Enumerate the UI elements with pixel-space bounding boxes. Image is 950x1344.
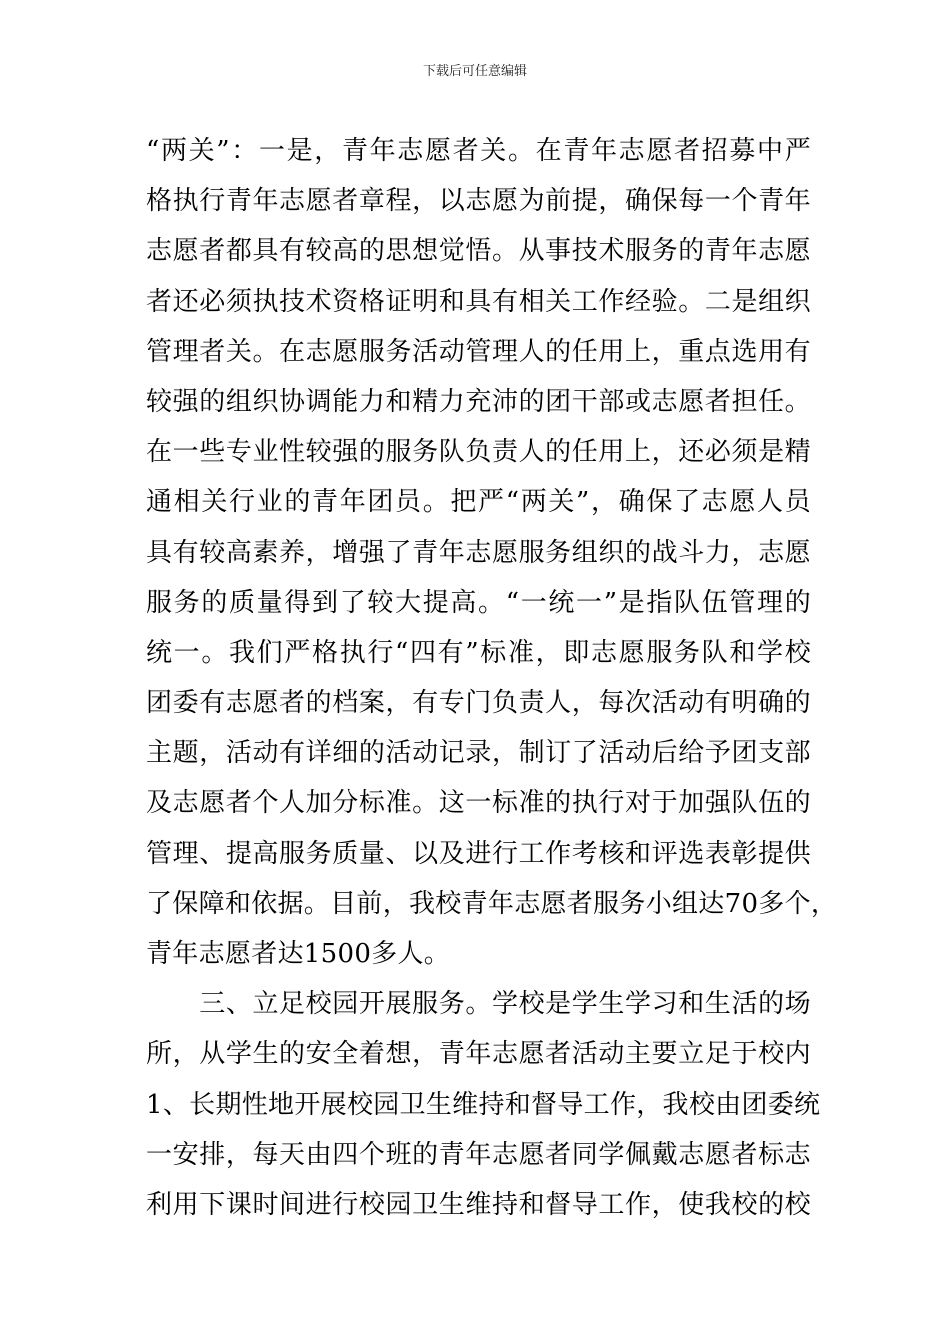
text-line: 三、立足校园开展服务。学校是学生学习和生活的场 xyxy=(146,989,811,1020)
text-line: 者还必须执技术资格证明和具有相关工作经验。二是组织 xyxy=(146,286,811,317)
text-line: 团委有志愿者的档案，有专门负责人，每次活动有明确的 xyxy=(146,688,811,719)
text-line: 志愿者都具有较高的思想觉悟。从事技术服务的青年志愿 xyxy=(146,236,811,267)
page-header: 下载后可任意编辑 xyxy=(422,64,527,79)
text-line: 在一些专业性较强的服务队负责人的任用上，还必须是精 xyxy=(146,437,811,468)
document-body xyxy=(146,126,838,1230)
text-line: 通相关行业的青年团员。把严“两关”，确保了志愿人员 xyxy=(146,487,811,518)
text-line: 较强的组织协调能力和精力充沛的团干部或志愿者担任。 xyxy=(146,386,811,417)
text-line: 一安排，每天由四个班的青年志愿者同学佩戴志愿者标志 xyxy=(146,1139,811,1170)
text-line: 了保障和依据。目前，我校青年志愿者服务小组达70多个， xyxy=(146,888,838,919)
text-line: 统一。我们严格执行“四有”标准，即志愿服务队和学校 xyxy=(146,637,811,668)
text-line: 青年志愿者达1500多人。 xyxy=(146,939,451,969)
text-line: 管理、提高服务质量、以及进行工作考核和评选表彰提供 xyxy=(146,838,811,869)
text-line: 服务的质量得到了较大提高。“一统一”是指队伍管理的 xyxy=(146,587,811,618)
text-line: 所，从学生的安全着想，青年志愿者活动主要立足于校内 xyxy=(146,1039,811,1070)
text-line: 格执行青年志愿者章程，以志愿为前提，确保每一个青年 xyxy=(146,186,811,217)
text-line: 管理者关。在志愿服务活动管理人的任用上，重点选用有 xyxy=(146,336,811,367)
text-line: 1、长期性地开展校园卫生维持和督导工作，我校由团委统 xyxy=(146,1089,821,1120)
text-line: 主题，活动有详细的活动记录，制订了活动后给予团支部 xyxy=(146,738,811,769)
text-line: 利用下课时间进行校园卫生维持和督导工作，使我校的校 xyxy=(146,1189,811,1220)
text-line: 具有较高素养，增强了青年志愿服务组织的战斗力，志愿 xyxy=(146,537,811,568)
text-line: “两关”：一是，青年志愿者关。在青年志愿者招募中严 xyxy=(146,136,811,166)
text-line: 及志愿者个人加分标准。这一标准的执行对于加强队伍的 xyxy=(146,788,811,819)
